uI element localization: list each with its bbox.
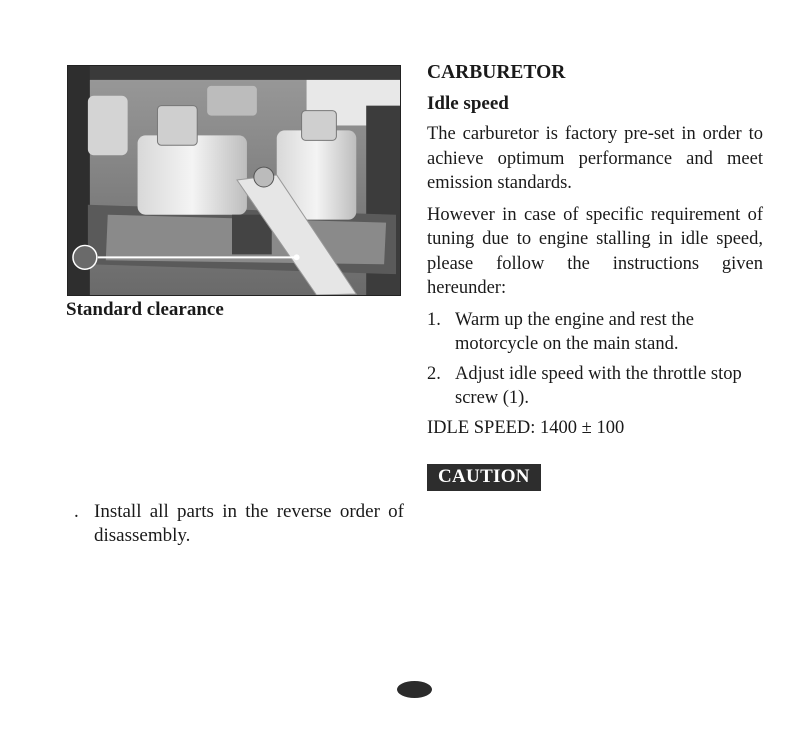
step-number: . (74, 501, 79, 522)
page-number-oval-icon (397, 681, 432, 698)
procedure-step (427, 362, 763, 410)
callout-circle-icon (73, 245, 97, 269)
section-heading: CARBURETOR (427, 62, 566, 83)
photo-caption: Standard clearance (66, 299, 224, 320)
idle-speed-spec: IDLE SPEED: 1400 ± 100 (427, 417, 625, 438)
tuning-paragraph: However in case of specific requirement of tuning due to engine stalling in idle speed, please follow the instructions given hereunder: (427, 204, 763, 298)
procedure-step-text: Adjust idle speed with the throttle stop screw (1). (455, 363, 742, 408)
procedure-step (427, 308, 763, 356)
carburetor-section (427, 60, 763, 440)
procedure-step-number: 2. (427, 363, 441, 384)
engine-photo (67, 65, 401, 296)
reassembly-step (74, 500, 404, 548)
intro-paragraph: The carburetor is factory pre-set in order to achieve optimum performance and meet emission standards. (427, 124, 763, 193)
section-subheading: Idle speed (427, 93, 509, 114)
engine-photo-graphic (68, 66, 400, 295)
step-text: Install all parts in the reverse order of disassembly. (94, 501, 404, 546)
procedure-step-number: 1. (427, 309, 441, 330)
procedure-step-text: Warm up the engine and rest the motorcycle on the main stand. (455, 309, 694, 354)
caution-label: CAUTION (427, 464, 541, 491)
